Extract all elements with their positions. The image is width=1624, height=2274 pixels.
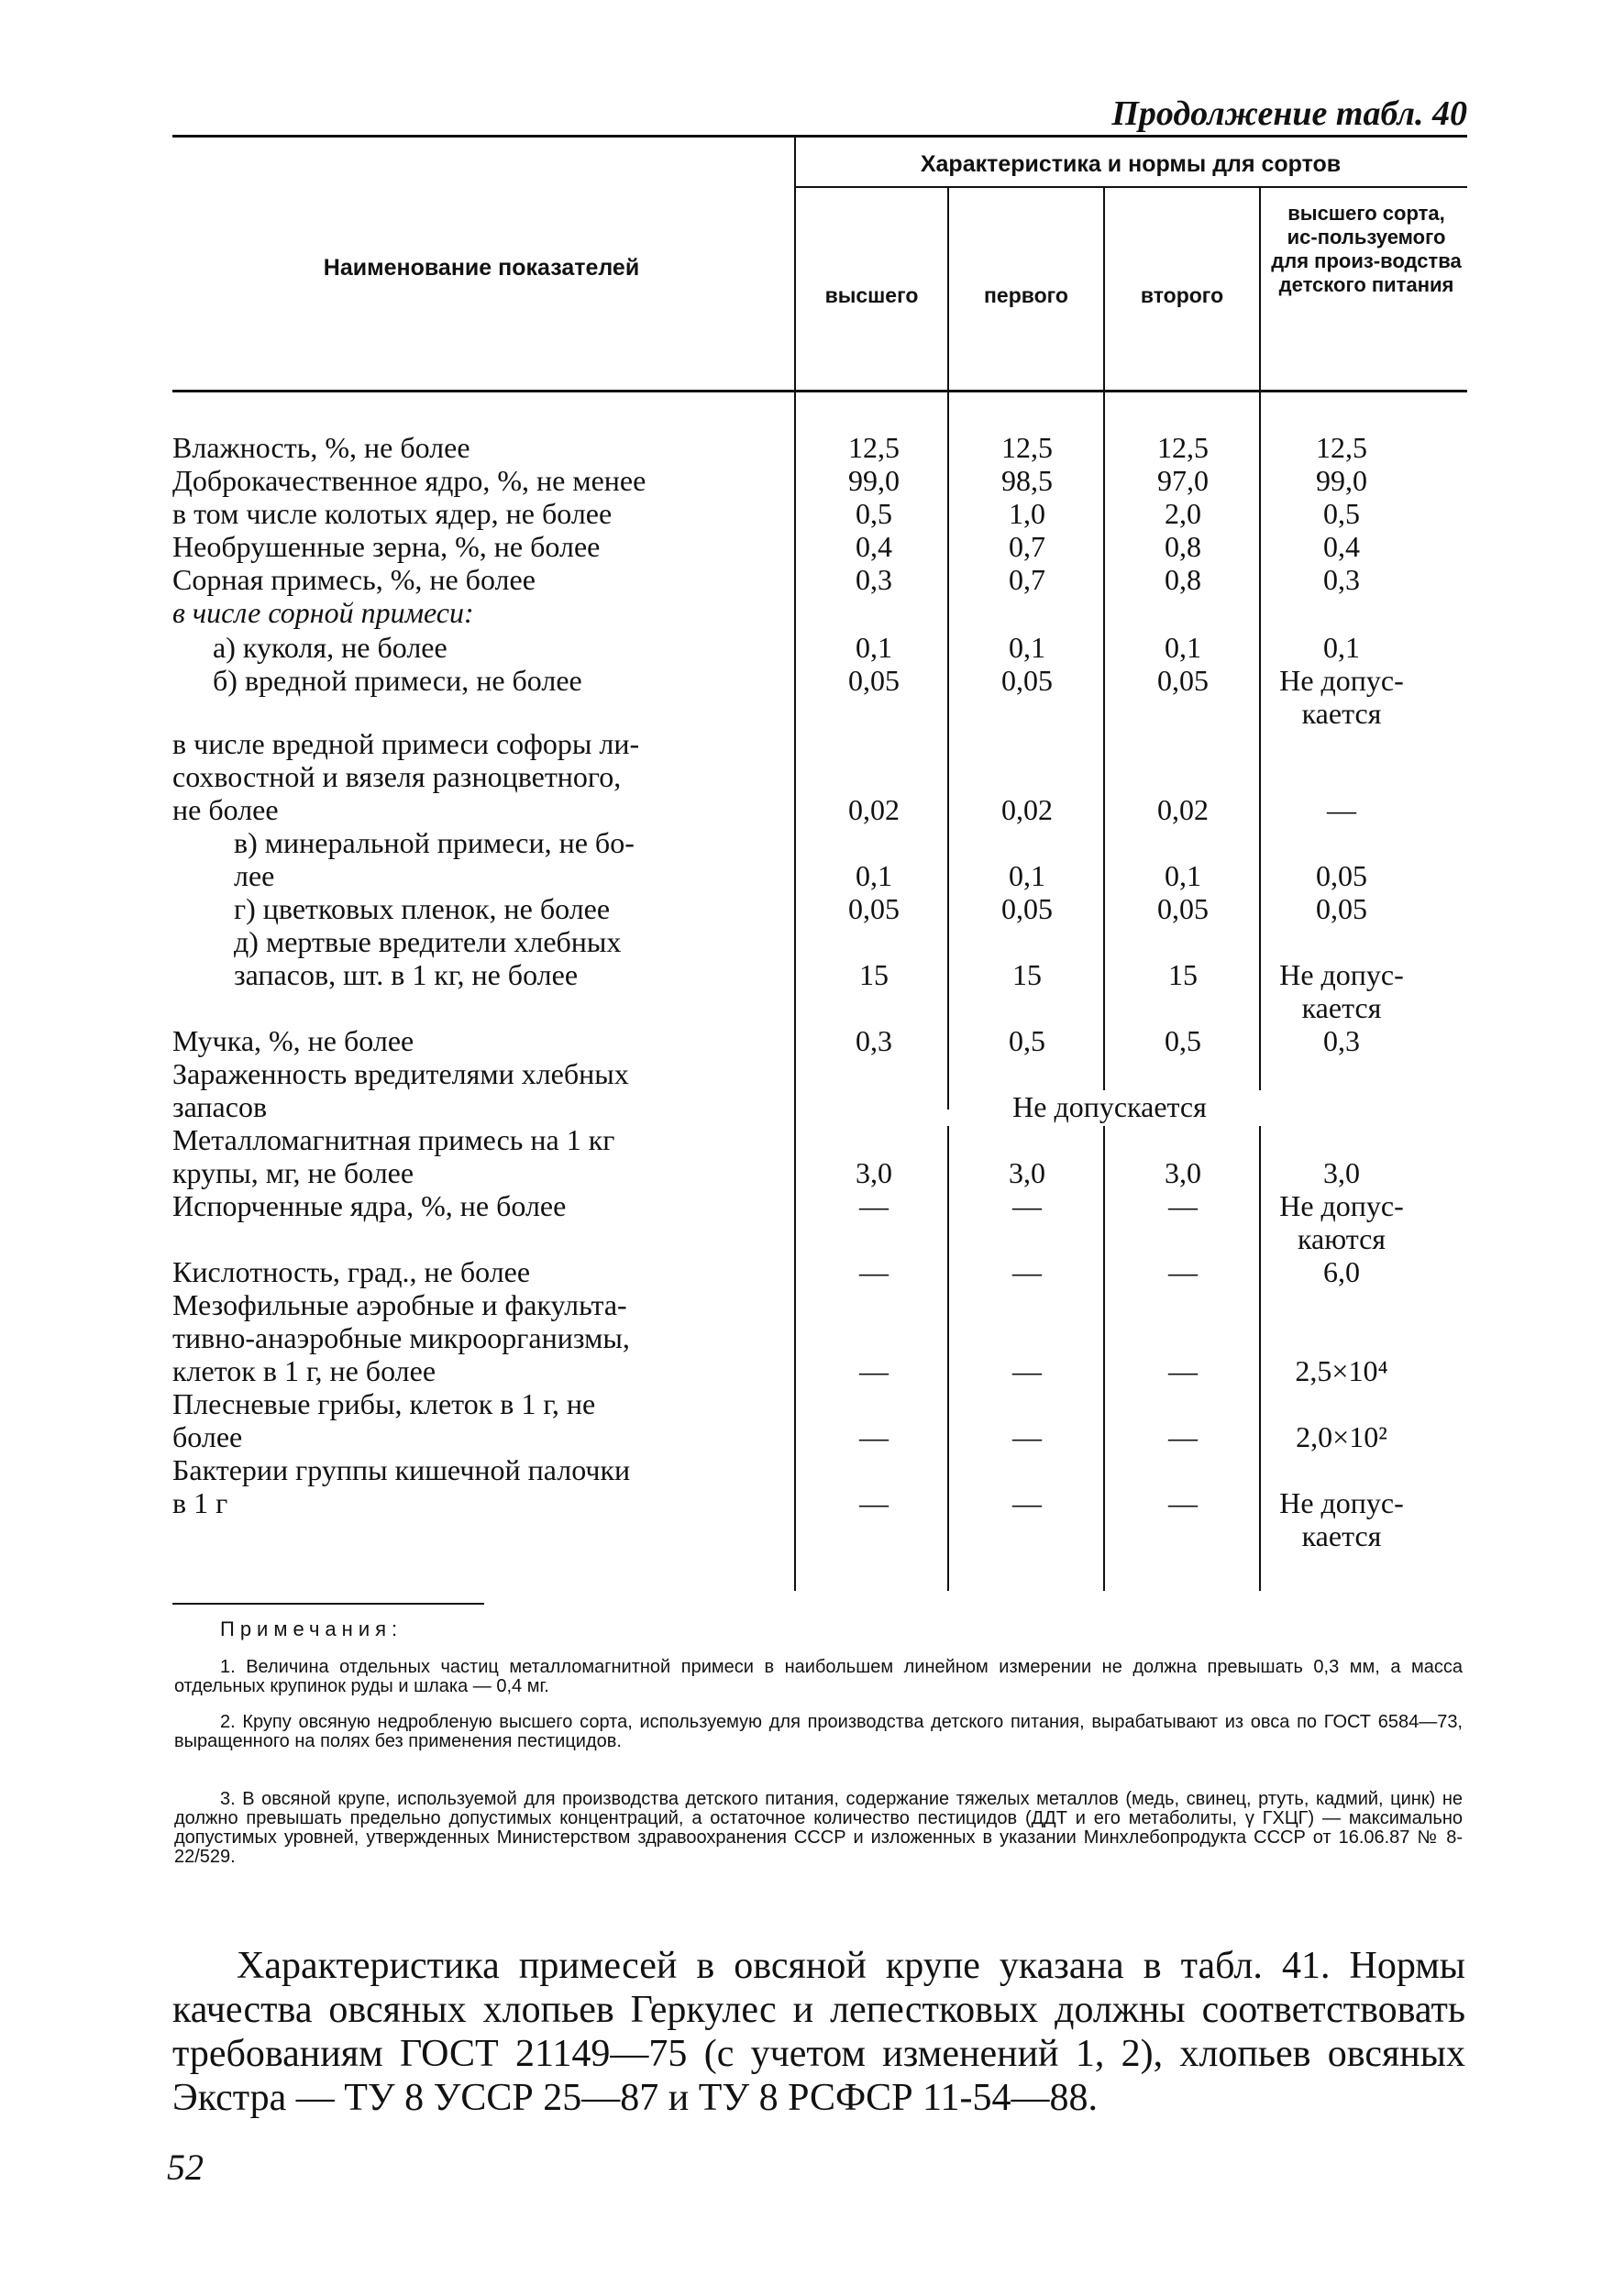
cell-value: 12,5	[848, 431, 900, 464]
cell-value: 12,5	[1001, 431, 1053, 464]
row-label: Мучка, %, не более	[172, 1024, 414, 1057]
row-label: Сорная примесь, %, не более	[172, 563, 536, 596]
cell-value: 0,02	[1157, 793, 1209, 826]
note-item: 3. В овсяной крупе, используемой для производства детского питания, содержание тяжелых металлов (медь, свинец, ртуть, кадмий, цинк) не должно превышать предельно допустимых концентраций, а остаточное количество пестицидов (ДДТ и его метаболиты, γ ГХЦГ) — максимально допустимых уровней, утвержденных Министерством здравоохранения СССР и изложенных в указании Минхлебопродукта СССР от 16.06.87 № 8-22/529.	[174, 1789, 1463, 1867]
cell-value: 15	[1012, 958, 1042, 991]
cell-value: 0,02	[848, 793, 900, 826]
cell-value: 0,05	[1001, 892, 1053, 925]
column-divider	[1259, 188, 1261, 1109]
cell-value: 0,3	[1323, 1024, 1360, 1057]
cell-value: 0,4	[1323, 530, 1360, 563]
cell-value: 3,0	[1009, 1156, 1045, 1189]
cell-value: —	[859, 1354, 889, 1387]
row-label: в) минеральной примеси, не бо- лее	[234, 826, 635, 892]
cell-value: 0,7	[1009, 530, 1045, 563]
cell-value: 6,0	[1323, 1255, 1360, 1288]
column-divider	[794, 138, 796, 1591]
row-label: а) куколя, не более	[213, 631, 447, 664]
note-item: 1. Величина отдельных частиц металломагнитной примеси в наибольшем линейном измерении не должна превышать 0,3 мм, а масса отдельных крупинок руды и шлака — 0,4 мг.	[174, 1657, 1463, 1696]
cell-value: 3,0	[1323, 1156, 1360, 1189]
row-label: в числе сорной примеси:	[172, 596, 474, 629]
cell-value: 0,1	[1323, 631, 1360, 664]
cell-value: 98,5	[1001, 464, 1053, 497]
cell-value: 0,05	[1157, 664, 1209, 697]
row-label: Кислотность, град., не более	[172, 1255, 531, 1288]
cell-value: 0,1	[1165, 859, 1201, 892]
cell-value: 1,0	[1009, 497, 1045, 530]
cell-value: 0,3	[856, 1024, 892, 1057]
cell-value: 0,1	[1009, 859, 1045, 892]
header-name-column: Наименование показателей	[323, 255, 640, 281]
cell-value: 0,1	[856, 631, 892, 664]
cell-value: 0,5	[1165, 1024, 1201, 1057]
column-divider	[947, 1126, 949, 1591]
cell-span-value: Не допускается	[954, 1090, 1265, 1123]
body-paragraph: Характеристика примесей в овсяной крупе указана в табл. 41. Нормы качества овсяных хлопьев Геркулес и лепестковых должны соответствовать требованиям ГОСТ 21149—75 (с учетом изменений 1, 2), хлопьев овсяных Экстра — ТУ 8 УССР 25—87 и ТУ 8 РСФСР 11-54—88.	[172, 1945, 1465, 2119]
cell-value: Не допус- кается	[1279, 664, 1404, 730]
cell-value: 0,5	[1009, 1024, 1045, 1057]
table-top-rule	[172, 135, 1467, 138]
row-label: Металломагнитная примесь на 1 кг крупы, мг, не более	[172, 1123, 615, 1189]
cell-value: 0,05	[848, 664, 900, 697]
row-label: Бактерии группы кишечной палочки в 1 г	[172, 1453, 631, 1519]
row-label: б) вредной примеси, не более	[213, 664, 582, 697]
row-label: Плесневые грибы, клеток в 1 г, не более	[172, 1387, 596, 1453]
cell-value: 0,7	[1009, 563, 1045, 596]
header-group-rule	[796, 186, 1467, 188]
cell-value: 0,05	[1316, 859, 1367, 892]
column-divider	[1259, 1126, 1261, 1591]
cell-value: 0,8	[1165, 530, 1201, 563]
cell-value: 0,05	[1001, 664, 1053, 697]
cell-value: 2,0	[1165, 497, 1201, 530]
cell-value: Не допус- кается	[1279, 958, 1404, 1024]
row-label: Зараженность вредителями хлебных запасов	[172, 1057, 629, 1123]
cell-value: 99,0	[848, 464, 900, 497]
row-label: Мезофильные аэробные и факульта- тивно-анаэробные микроорганизмы, клеток в 1 г, не более	[172, 1288, 630, 1387]
row-label: Доброкачественное ядро, %, не менее	[172, 464, 646, 497]
note-item: 2. Крупу овсяную недробленую высшего сорта, используемую для производства детского питания, вырабатывают из овса по ГОСТ 6584—73, выращенного на полях без применения пестицидов.	[174, 1712, 1463, 1751]
header-col-first: первого	[984, 283, 1068, 307]
cell-value: —	[1012, 1486, 1042, 1519]
cell-value: —	[1168, 1354, 1198, 1387]
notes-rule	[172, 1603, 484, 1605]
row-label: Необрушенные зерна, %, не более	[172, 530, 601, 563]
cell-value: 0,3	[856, 563, 892, 596]
cell-value: 0,5	[856, 497, 892, 530]
cell-value: 15	[1168, 958, 1198, 991]
column-divider	[1103, 188, 1105, 1109]
cell-value: 0,5	[1323, 497, 1360, 530]
cell-value: 0,3	[1323, 563, 1360, 596]
header-col-top: высшего	[824, 283, 919, 307]
column-divider	[1103, 1126, 1105, 1591]
cell-value: 0,8	[1165, 563, 1201, 596]
cell-value: —	[1168, 1189, 1198, 1222]
cell-value: 0,4	[856, 530, 892, 563]
header-col-baby-food: высшего сорта, ис-пользуемого для произ-водства детского питания	[1271, 202, 1462, 296]
cell-value: —	[1012, 1420, 1042, 1453]
row-label: в том числе колотых ядер, не более	[172, 497, 613, 530]
continuation-caption: Продолжение табл. 40	[1111, 94, 1467, 133]
notes-title: Примечания:	[220, 1617, 403, 1640]
cell-value: —	[859, 1486, 889, 1519]
cell-value: —	[1012, 1354, 1042, 1387]
cell-value: 2,0×10²	[1296, 1420, 1387, 1453]
row-label: д) мертвые вредители хлебных запасов, шт. в 1 кг, не более	[234, 925, 622, 991]
cell-value: 0,1	[1165, 631, 1201, 664]
cell-value: —	[1168, 1486, 1198, 1519]
cell-value: —	[859, 1420, 889, 1453]
cell-value: 0,05	[1157, 892, 1209, 925]
cell-value: —	[1327, 793, 1356, 826]
row-label: г) цветковых пленок, не более	[234, 892, 611, 925]
cell-value: 3,0	[1165, 1156, 1201, 1189]
cell-value: 0,1	[1009, 631, 1045, 664]
cell-value: 0,05	[848, 892, 900, 925]
page-number: 52	[167, 2147, 204, 2188]
cell-value: Не допус- каются	[1279, 1189, 1404, 1255]
cell-value: Не допус- кается	[1279, 1486, 1404, 1552]
row-label: Влажность, %, не более	[172, 431, 470, 464]
cell-value: —	[1168, 1255, 1198, 1288]
cell-value: —	[859, 1255, 889, 1288]
cell-value: —	[859, 1189, 889, 1222]
cell-value: 2,5×10⁴	[1295, 1354, 1388, 1387]
cell-value: —	[1012, 1189, 1042, 1222]
cell-value: —	[1012, 1255, 1042, 1288]
header-bottom-rule	[172, 390, 1467, 392]
cell-value: 0,1	[856, 859, 892, 892]
cell-value: 12,5	[1316, 431, 1367, 464]
cell-value: 97,0	[1157, 464, 1209, 497]
header-col-second: второго	[1140, 283, 1224, 307]
cell-value: 3,0	[856, 1156, 892, 1189]
row-label: Испорченные ядра, %, не более	[172, 1189, 567, 1222]
cell-value: —	[1168, 1420, 1198, 1453]
cell-value: 0,02	[1001, 793, 1053, 826]
cell-value: 15	[859, 958, 889, 991]
header-group-title: Характеристика и нормы для сортов	[920, 151, 1342, 177]
column-divider	[947, 188, 949, 1109]
cell-value: 0,05	[1316, 892, 1367, 925]
cell-value: 99,0	[1316, 464, 1367, 497]
row-label: в числе вредной примеси софоры ли- сохвостной и вязеля разноцветного, не более	[172, 727, 640, 826]
cell-value: 12,5	[1157, 431, 1209, 464]
